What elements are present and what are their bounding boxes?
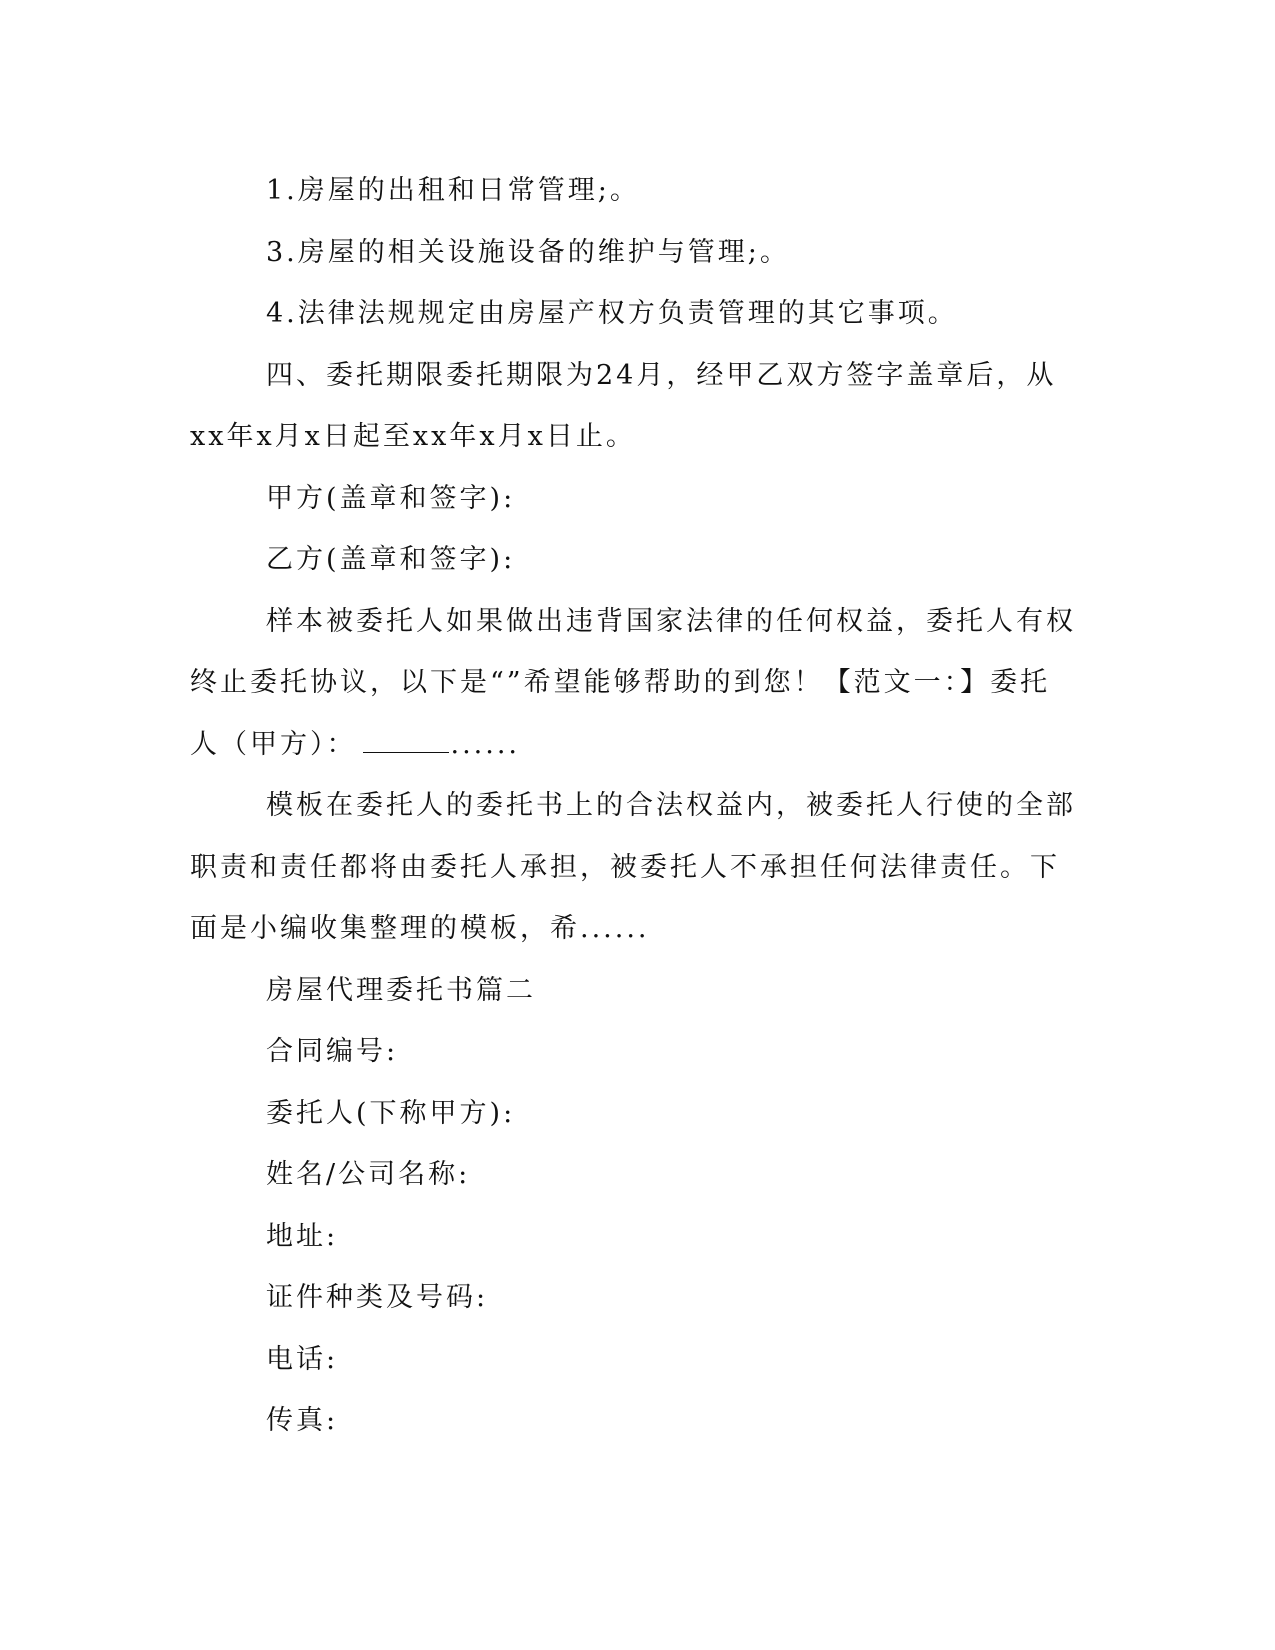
field-contract-number: 合同编号: (266, 1036, 399, 1067)
sample-intro-text: 样本被委托人如果做出违背国家法律的任何权益，委托人有权终止委托协议，以下是“”希望能够帮助的到您！【范文一：】委托人（甲方）： (190, 605, 1076, 760)
clause-term: 四、委托期限委托期限为24月，经甲乙双方签字盖章后，从xx年x月x日起至xx年x月x日止。 (190, 359, 1057, 452)
clause-other-matters: 4.法律法规规定由房屋产权方负责管理的其它事项。 (266, 298, 958, 329)
clause-rental-management: 1.房屋的出租和日常管理;。 (266, 175, 640, 206)
blank-underline (363, 730, 449, 753)
party-a-signature-line: 甲方(盖章和签字): (266, 482, 516, 514)
field-name-company: 姓名/公司名称: (266, 1159, 471, 1190)
field-fax: 传真: (266, 1405, 339, 1436)
field-address: 地址: (266, 1220, 339, 1252)
field-principal: 委托人(下称甲方): (266, 1097, 516, 1129)
field-id-type-number: 证件种类及号码: (266, 1282, 489, 1313)
party-b-signature-line: 乙方(盖章和签字): (266, 544, 516, 575)
sample-intro-ellipsis: ...... (450, 728, 520, 760)
section-title: 房屋代理委托书篇二 (266, 974, 536, 1006)
document-body (190, 160, 1080, 1452)
template-intro: 模板在委托人的委托书上的合法权益内，被委托人行使的全部职责和责任都将由委托人承担，被委托人不承担任何法律责任。下面是小编收集整理的模板，希...... (190, 790, 1076, 944)
field-phone: 电话: (266, 1343, 339, 1375)
clause-facility-maintenance: 3.房屋的相关设施设备的维护与管理;。 (266, 236, 790, 268)
sample-intro (190, 591, 1080, 776)
